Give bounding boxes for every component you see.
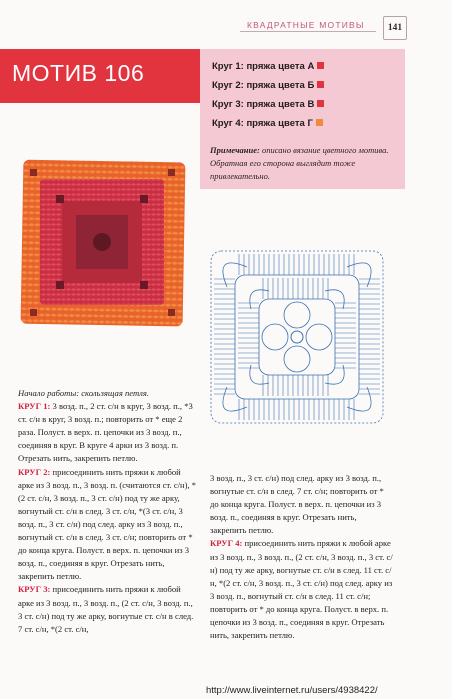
color-swatch: [317, 100, 324, 107]
motif-title: МОТИВ 106: [12, 60, 145, 86]
footer-url[interactable]: http://www.liveinternet.ru/users/4938422/: [206, 685, 378, 696]
round-2-text: присоединить нить пряжи к любой арке из 3 возд. п., 3 возд. п. (считаются ст. с/н), *(2 ст. с/н, 3 возд. п., 3 ст. с/н) под ту же арку, вогнутый ст. с/н в след. 3 ст. с/н, *(3 ст. с/н, 3 возд. п., 3 ст. с/н) под след. арку из 3 возд. п., вогнутый ст. с/н в след. 3 ст. с/н; повторить от * до конца круга. Полуст. в верх. п. цепочки из 3 возд. п., соединяя в круг. Отрезать нить, закрепить петлю.: [18, 466, 197, 582]
crochet-square-photo: [16, 157, 188, 329]
header-rule: [240, 31, 376, 32]
round-1-label: КРУГ 1:: [18, 401, 51, 412]
round-1-text: 3 возд. п., 2 ст. с/н в круг, 3 возд. п., *3 ст. с/н в круг, 3 возд. п.; повторить от * еще 2 раза. Полуст. в верх. п. цепочки из 3 возд. п., соединяя в круг. В круге 4 арки из 3 возд. п. Отрезать нить, закрепить петлю.: [18, 401, 193, 464]
round-2-yarn: [212, 80, 324, 91]
round-label: Круг 4: пряжа цвета Г: [212, 118, 313, 129]
instructions-right-column: [210, 472, 394, 642]
round-3-yarn: [212, 99, 324, 110]
round-3-label: КРУГ 3:: [18, 584, 51, 595]
note-text: описано вязание цветного мотива. Обратная его сторона выглядит тоже привлекательно.: [210, 145, 389, 181]
color-swatch: [316, 119, 323, 126]
round-4-text: присоединить нить пряжи к любой арке из 3 возд. п., 3 возд. п., (2 ст. с/н, 3 возд. п., 3 ст. с/н) под ту же арку, вогнутые ст. с/н в след. 11 ст. с/н, *(2 ст. с/н, 3 возд. п., 3 ст. с/н) под след. арку из 3 возд. п., вогнутый ст. с/н в след. 11 ст. с/н; повторить от * до конца круга. Полуст. в верх. п. цепочки из 3 возд. п., соединяя в круг. Отрезать нить, закрепить петлю.: [210, 538, 393, 641]
page-number: 141: [383, 16, 407, 40]
round-3-instruction: [18, 583, 198, 635]
round-label: Круг 2: пряжа цвета Б: [212, 80, 315, 91]
color-swatch: [317, 62, 324, 69]
round-4-yarn: [212, 118, 323, 129]
start-instruction: Начало работы: скользящая петля.: [18, 388, 150, 398]
round-label: Круг 1: пряжа цвета А: [212, 61, 315, 72]
round-1-instruction: [18, 400, 198, 465]
round-2-instruction: [18, 466, 198, 584]
round-2-label: КРУГ 2:: [18, 466, 51, 477]
section-title: КВАДРАТНЫЕ МОТИВЫ: [247, 20, 365, 30]
round-label: Круг 3: пряжа цвета В: [212, 99, 315, 110]
color-swatch: [317, 81, 324, 88]
note: [210, 144, 398, 183]
note-label: Примечание:: [210, 145, 260, 155]
instructions-left-column: [18, 387, 198, 636]
round-3-text: присоединить нить пряжи к любой арке из 3 возд. п., 3 возд. п., (2 ст. с/н, 3 возд. п., 3 ст. с/н) под ту же арку, вогнутые ст. с/н в след. 7 ст. с/н, *(2 ст. с/н,: [18, 584, 194, 634]
round-3-continued: 3 возд. п., 3 ст. с/н) под след. арку из 3 возд. п., вогнутые ст. с/н в след. 7 ст. с/н; повторить от * до конца круга. Полуст. в верх. п. цепочки из 3 возд. п., соединяя в круг. Отрезать нить, закрепить петлю.: [210, 473, 384, 536]
round-4-instruction: [210, 537, 394, 642]
round-4-label: КРУГ 4:: [210, 538, 243, 549]
crochet-chart-diagram: [206, 246, 388, 428]
round-1-yarn: [212, 61, 324, 72]
